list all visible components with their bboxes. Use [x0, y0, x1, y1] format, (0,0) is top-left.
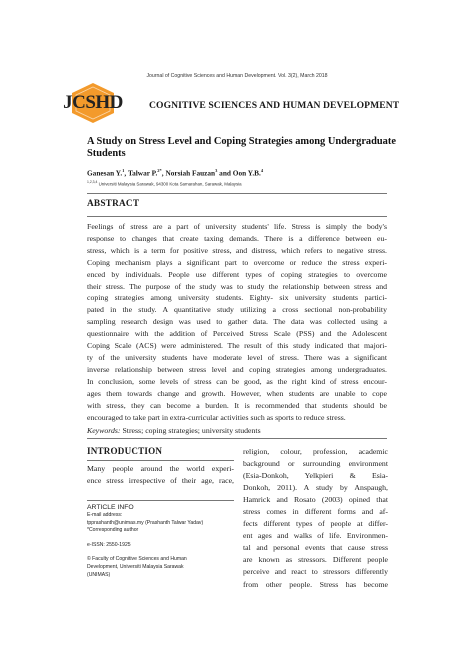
- text-line: perceive and react to stressors differently: [243, 567, 388, 577]
- text-line: encouraged to take part in extra-curricular activities such as sports to reduce stress.: [87, 412, 346, 422]
- divider: [87, 460, 234, 461]
- divider: [87, 216, 387, 217]
- text-line: ty of the university students have moderate level of stress. There was a significant: [87, 352, 387, 362]
- divider: [87, 438, 387, 439]
- abstract-body: [87, 221, 387, 423]
- author-name: Ganesan Y.: [87, 168, 123, 178]
- text-line: enced by individuals. People use different types of coping strategies to overcome: [87, 269, 387, 279]
- text-line: with stress, they can become a burden. It is recommended that students should be: [87, 400, 387, 410]
- affiliation-superscript: 1,2,3,4: [87, 180, 98, 184]
- journal-citation-line: Journal of Cognitive Sciences and Human Development. Vol. 3(2), March 2018: [146, 73, 328, 79]
- text-line: coping strategies among university students. Eighty- six university students partici-: [87, 293, 387, 303]
- text-line: Donkoh, 2011). A study by Anspaugh,: [243, 483, 388, 493]
- email-address-line: tpprashanth@unimas.my (Prashanth Talwar Yadav): [87, 519, 204, 526]
- text-line: background or surrounding environment: [243, 459, 388, 469]
- text-line: response to changes that create taxing demands. There is a difference between eu-: [87, 233, 387, 243]
- author-list: Ganesan Y.$^1$, Talwar P.$^{2*}$, Norsiah Fauzan$^3$ and Oon Y.B.$^4$: [87, 168, 264, 178]
- text-line: Coping mechanism plays a significant part to overcome or reduce the stress experi-: [87, 257, 387, 267]
- email-label: E-mail address:: [87, 512, 123, 518]
- corresponding-author-note: *Corresponding author: [87, 527, 139, 534]
- text-line: stress comes in different forms and af-: [243, 507, 388, 517]
- abstract-heading: ABSTRACT: [87, 199, 140, 209]
- author-name: Oon Y.B.: [232, 168, 261, 178]
- introduction-heading: INTRODUCTION: [87, 446, 163, 456]
- text-line: stress, which is a term for positive stress, and distress, which refers to negative stress.: [87, 245, 387, 255]
- author-superscript: 3: [215, 168, 218, 173]
- text-line: are known as stressors. Different people: [243, 555, 388, 565]
- author-superscript: 4: [260, 168, 264, 173]
- text-line: (Esia-Donkoh, Yelkpieri & Esia-: [243, 471, 388, 481]
- author-name: Talwar P.: [127, 168, 158, 178]
- author-superscript: 2*: [157, 168, 162, 173]
- text-line: inverse relationship between stress level and coping strategies among undergraduates.: [87, 364, 387, 374]
- text-line: sampling research design was used to gather data. The data was collected using a: [87, 317, 387, 327]
- divider: [87, 193, 387, 194]
- introduction-left-column: [87, 463, 234, 487]
- text-line: Coping Scale (ACS) were administered. The result of this study indicated that majori-: [87, 341, 387, 351]
- text-line: Many people around the world experi-: [87, 464, 234, 473]
- text-line: questionnaire with the addition of Perceived Stress Scale (PSS) and the Adolescent: [87, 329, 387, 339]
- eissn: e-ISSN: 2550-1925: [87, 541, 131, 548]
- copyright-line: (UNIMAS): [87, 571, 111, 578]
- copyright-line: © Faculty of Cognitive Sciences and Human: [87, 556, 187, 563]
- text-line: Hamrick and Rosato (2003) opined that: [243, 495, 388, 505]
- author-affiliation: [87, 180, 242, 186]
- text-line: their stress. The purpose of the study was to study the relationship between stress and: [87, 281, 387, 291]
- text-line: tal and personal events that cause stress: [243, 543, 388, 553]
- text-line: In conclusion, some levels of stress can be good, as the right kind of stress encour-: [87, 376, 387, 386]
- article-info-heading: ARTICLE INFO: [87, 504, 134, 511]
- text-line: Feelings of stress are a part of university students' life. Stress is simply the body's: [87, 222, 387, 231]
- keywords-line: [87, 426, 261, 435]
- text-line: ent ages and walks of life. Environmen-: [243, 531, 388, 541]
- divider: [87, 500, 234, 501]
- paper-title: A Study on Stress Level and Coping Strategies among Undergraduate Students: [87, 136, 396, 159]
- journal-logo: [59, 82, 127, 124]
- text-line: from other people. Stress has become: [243, 579, 388, 589]
- logo-text: JCSHD: [63, 92, 123, 113]
- author-name: Norsiah Fauzan: [165, 168, 216, 178]
- text-line: fects different types of people at differ-: [243, 519, 388, 529]
- text-line: pated in the study. A quantitative study utilizing a cross sectional non-probability: [87, 305, 387, 315]
- keywords-text: Stress; coping strategies; university students: [120, 426, 261, 435]
- text-line: ages them towards change and growth. However, when students are unable to cope: [87, 388, 387, 398]
- affiliation-text: Universiti Malaysia Sarawak, 94300 Kota Samarahan, Sarawak, Malaysia: [98, 181, 242, 187]
- keywords-label: Keywords:: [87, 426, 121, 435]
- journal-name: COGNITIVE SCIENCES AND HUMAN DEVELOPMENT: [149, 100, 400, 111]
- article-info-box: [87, 503, 237, 579]
- introduction-right-column: [243, 446, 388, 591]
- text-line: ence stress irrespective of their age, race,: [87, 476, 234, 485]
- text-line: religion, colour, profession, academic: [243, 447, 388, 456]
- author-superscript: 1: [122, 168, 125, 173]
- copyright-line: Development, Universiti Malaysia Sarawak: [87, 563, 184, 570]
